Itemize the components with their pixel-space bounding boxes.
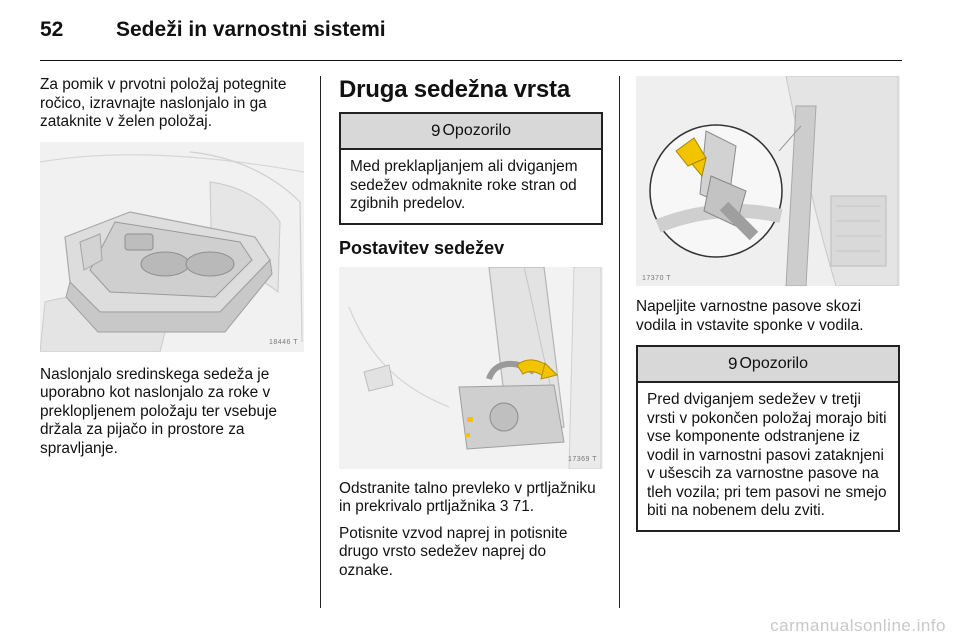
watermark: carmanualsonline.info (770, 616, 946, 635)
section-title: Druga sedežna vrsta (339, 76, 570, 103)
page-title: Sedeži in varnostni sistemi (116, 18, 386, 41)
column-divider-2 (619, 76, 620, 608)
column-middle (339, 76, 604, 580)
warning-box-third-row (636, 345, 900, 532)
warning-text: Med preklapljanjem ali dviganjem sedežev odmaknite roke stran od zgibnih predelov. (350, 158, 578, 212)
warning-header (638, 347, 898, 383)
column-left (40, 76, 308, 458)
paragraph-remove-floor-cover: Odstranite talno prevleko v prtljažniku in prekrivalo prtljažnika 3 71. (339, 479, 596, 515)
warning-title: Opozorilo (442, 122, 511, 139)
warning-box-hinges (339, 112, 603, 225)
seat-lever-illustration (339, 267, 603, 469)
figure-code: 17369 T (567, 455, 597, 463)
paragraph-reset-backrest: Za pomik v prvotni položaj potegnite ročico, izravnajte naslonjalo in ga zataknite v želen položaj. (40, 76, 287, 130)
column-divider-1 (320, 76, 321, 608)
figure-code: 18446 T (268, 338, 298, 346)
page-header (40, 18, 386, 48)
armrest-illustration (40, 142, 304, 352)
belt-guide-illustration (636, 76, 900, 286)
figure-code: 17370 T (642, 275, 672, 282)
paragraph-push-lever: Potisnite vzvod naprej in potisnite drugo vrsto sedežev naprej do oznake. (339, 524, 568, 579)
header-divider (40, 60, 902, 61)
column-right (636, 76, 902, 532)
warning-title: Opozorilo (739, 355, 808, 372)
warning-triangle-icon: 9 (728, 354, 738, 373)
warning-triangle-icon: 9 (431, 121, 441, 140)
paragraph-armrest-description: Naslonjalo sredinskega sedeža je uporabno kot naslonjalo za roke v preklopljenem položaju ter vsebuje držala za pijačo in prostore za spravljanje. (40, 365, 277, 457)
subsection-title: Postavitev sedežev (339, 237, 505, 258)
warning-text: Pred dviganjem sedežev v tretji vrsti v pokončen položaj morajo biti vse komponente odstranjene iz vodil in varnostni pasovi zataknjeni v ušescih za varnostne pasove na tleh vozila; pri tem pasovi ne smejo biti na nobenem delu zviti. (647, 391, 887, 519)
page-reference-icon: 3 (499, 498, 509, 515)
page-number: 52 (40, 18, 64, 41)
warning-header (341, 114, 601, 150)
paragraph-route-belts: Napeljite varnostne pasove skozi vodila in vstavite sponke v vodila. (636, 298, 864, 334)
